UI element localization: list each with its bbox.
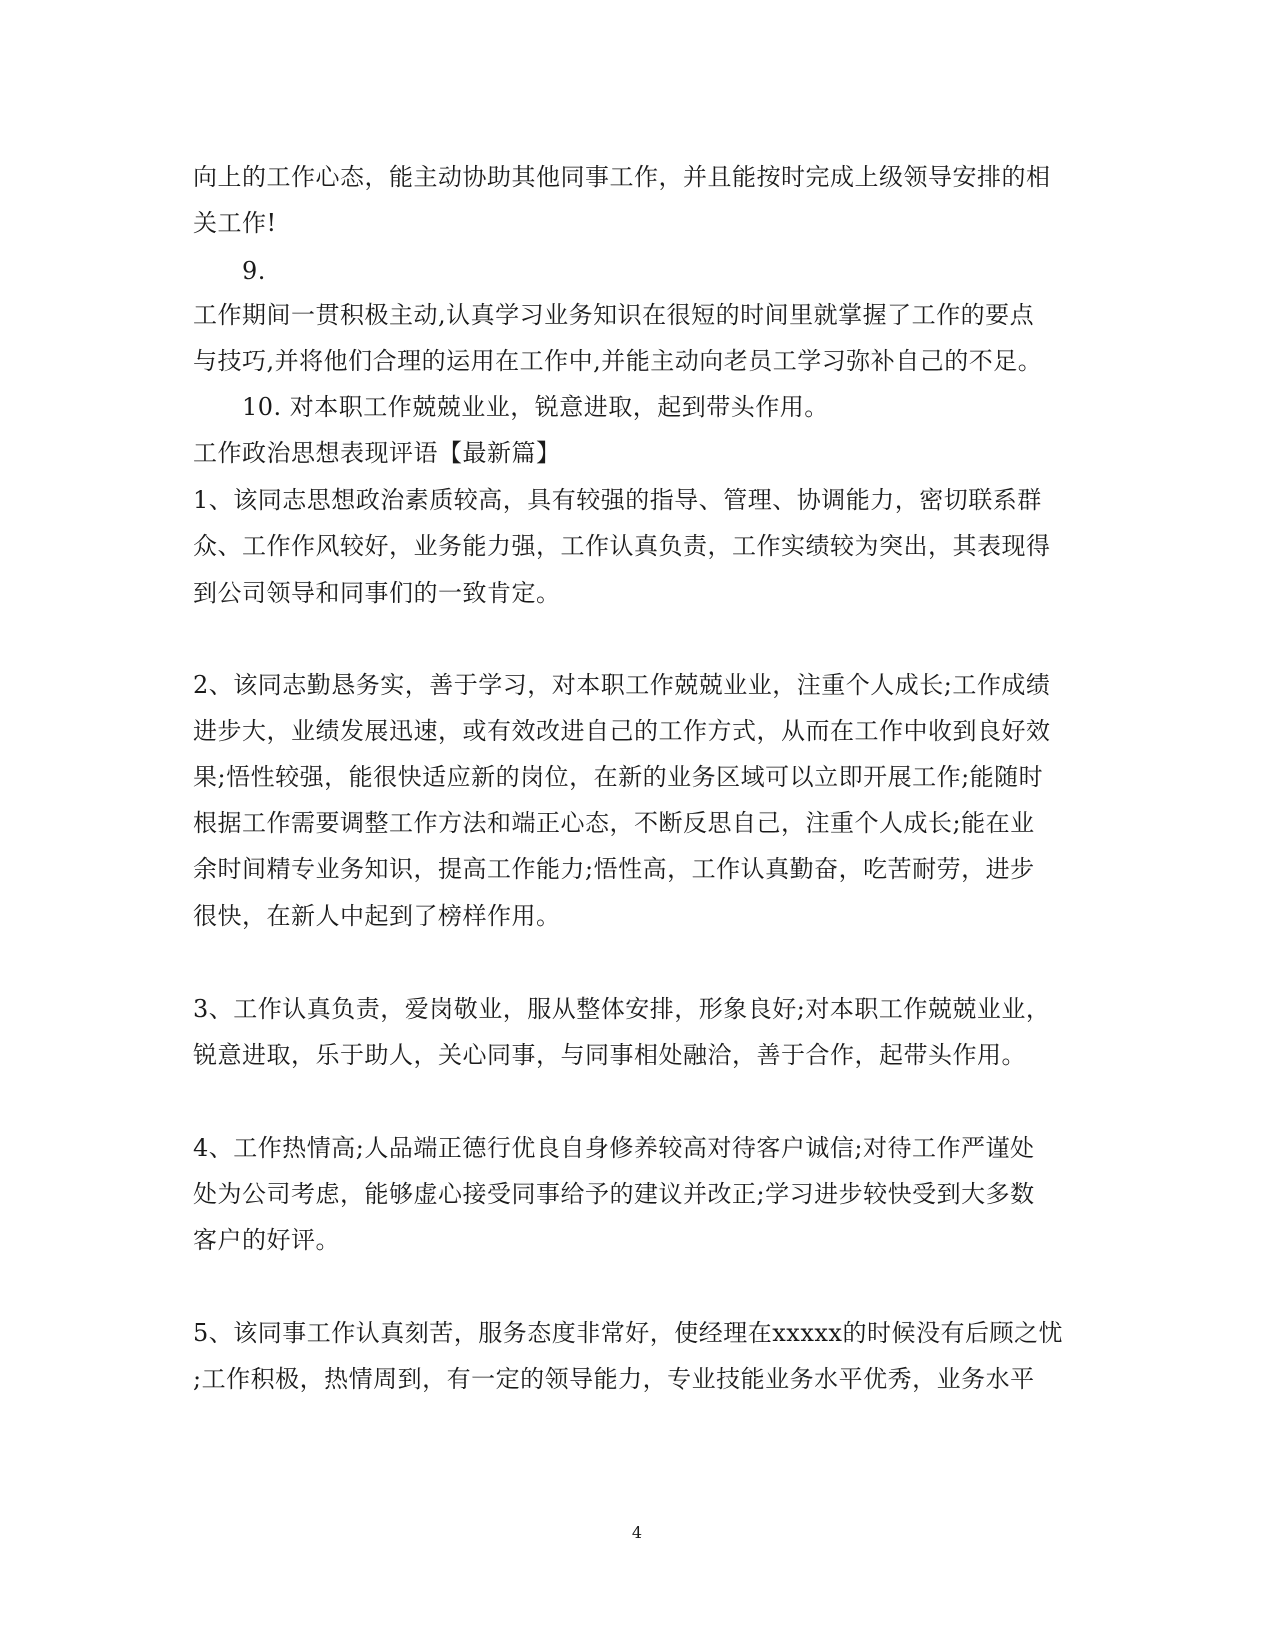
text-line: 锐意进取，乐于助人，关心同事，与同事相处融洽，善于合作，起带头作用。 — [193, 1041, 1026, 1069]
text-line: 果;悟性较强，能很快适应新的岗位，在新的业务区域可以立即开展工作;能随时 — [193, 763, 1044, 791]
text-line: 关工作! — [193, 209, 277, 237]
list-item: 10. 对本职工作兢兢业业，锐意进取，起到带头作用。 — [242, 393, 829, 421]
text-line: 客户的好评。 — [193, 1226, 340, 1254]
text-line: 3、工作认真负责，爱岗敬业，服从整体安排，形象良好;对本职工作兢兢业业， — [193, 995, 1051, 1023]
text-line: 1、该同志思想政治素质较高，具有较强的指导、管理、协调能力，密切联系群 — [193, 486, 1042, 514]
text-line: 处为公司考虑，能够虚心接受同事给予的建议并改正;学习进步较快受到大多数 — [193, 1180, 1035, 1208]
text-line: 余时间精专业务知识，提高工作能力;悟性高，工作认真勤奋，吃苦耐劳，进步 — [193, 855, 1035, 883]
text-line: 5、该同事工作认真刻苦，服务态度非常好，使经理在xxxxx的时候没有后顾之忧 — [193, 1319, 1063, 1347]
text-line: 众、工作作风较好，业务能力强，工作认真负责，工作实绩较为突出，其表现得 — [193, 532, 1051, 560]
page-number: 4 — [631, 1523, 643, 1542]
text-line: 到公司领导和同事们的一致肯定。 — [193, 579, 561, 607]
text-line: 进步大，业绩发展迅速，或有效改进自己的工作方式，从而在工作中收到良好效 — [193, 717, 1051, 745]
text-line: 根据工作需要调整工作方法和端正心态，不断反思自己，注重个人成长;能在业 — [193, 809, 1035, 837]
section-heading: 工作政治思想表现评语【最新篇】 — [193, 439, 561, 467]
text-line: 与技巧,并将他们合理的运用在工作中,并能主动向老员工学习弥补自己的不足。 — [193, 347, 1043, 375]
text-line: 向上的工作心态，能主动协助其他同事工作，并且能按时完成上级领导安排的相 — [193, 163, 1051, 191]
text-line: 工作期间一贯积极主动,认真学习业务知识在很短的时间里就掌握了工作的要点 — [193, 301, 1035, 329]
list-number: 9. — [242, 257, 266, 285]
text-line: ;工作积极，热情周到，有一定的领导能力，专业技能业务水平优秀，业务水平 — [193, 1365, 1035, 1393]
text-line: 很快，在新人中起到了榜样作用。 — [193, 902, 561, 930]
text-line: 2、该同志勤恳务实，善于学习，对本职工作兢兢业业，注重个人成长;工作成绩 — [193, 671, 1051, 699]
text-line: 4、工作热情高;人品端正德行优良自身修养较高对待客户诚信;对待工作严谨处 — [193, 1134, 1035, 1162]
